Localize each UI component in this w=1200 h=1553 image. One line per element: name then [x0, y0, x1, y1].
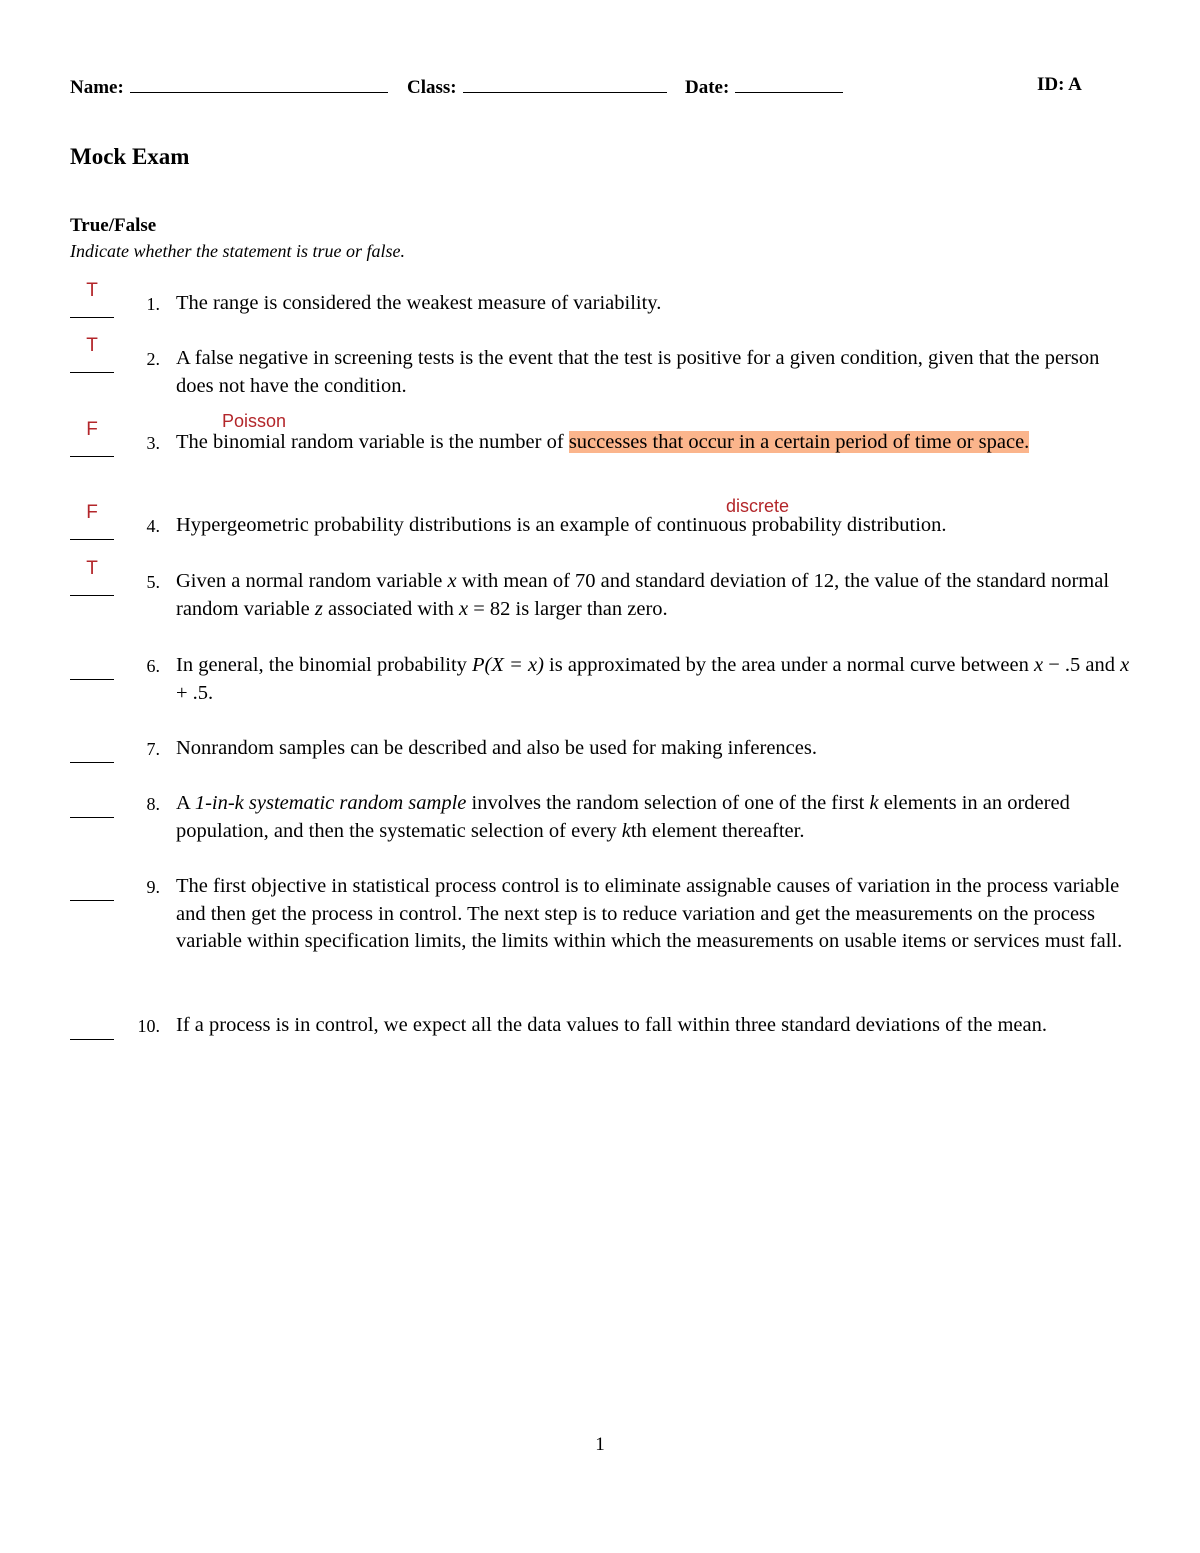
question-number: 3.	[146, 433, 160, 453]
question-number: 10.	[137, 1016, 160, 1036]
date-label: Date:	[685, 77, 730, 98]
handwritten-answer: F	[86, 419, 98, 440]
question-text: If a process is in control, we expect all the data values to fall within three standard deviations of the mean.	[176, 1014, 1047, 1036]
question-number: 8.	[146, 794, 160, 814]
handwritten-answer: T	[86, 558, 98, 579]
question-text-part: In general, the binomial probability	[176, 654, 473, 676]
section-instructions: Indicate whether the statement is true or false.	[70, 241, 405, 261]
question-text-part: associated with	[322, 597, 459, 620]
date-field[interactable]	[685, 74, 843, 99]
question-number: 4.	[146, 516, 160, 536]
question-text-part: elements in an ordered population, and then the systematic selection of every	[176, 792, 1070, 842]
section-title: True/False	[70, 215, 157, 236]
exam-header	[70, 74, 1100, 100]
answer-blank[interactable]	[70, 881, 114, 901]
class-field[interactable]	[407, 74, 667, 99]
page-number: 1	[595, 1434, 605, 1455]
question-number: 7.	[146, 739, 160, 759]
handwritten-answer: T	[86, 335, 98, 356]
question-number: 2.	[146, 349, 160, 369]
question-number: 5.	[146, 572, 160, 592]
question-text-part: The binomial random variable is the number of	[176, 431, 569, 453]
handwritten-answer: T	[86, 280, 98, 301]
correction-annotation: Poisson	[222, 411, 287, 431]
handwritten-answer: F	[86, 502, 98, 523]
class-label: Class:	[407, 77, 457, 98]
question-text-part: Given a normal random variable	[176, 570, 448, 592]
question-text: Hypergeometric probability distributions is an example of continuous probability distribution.	[176, 514, 947, 536]
italic-term: 1-in-k systematic random sample	[194, 792, 467, 814]
question-text: Nonrandom samples can be described and also be used for making inferences.	[176, 737, 817, 759]
question-text	[176, 652, 1136, 707]
name-line	[130, 74, 388, 93]
variable-x: x	[447, 570, 457, 592]
variable-z: z	[314, 597, 323, 620]
question-text-part: A	[176, 792, 195, 814]
variable-x: x	[1120, 654, 1130, 676]
correction-annotation: discrete	[726, 496, 790, 516]
answer-blank[interactable]	[70, 660, 114, 680]
probability-formula: P(X = x)	[472, 654, 544, 676]
date-line	[735, 74, 843, 93]
question-text	[176, 568, 1136, 623]
question-text	[176, 429, 1136, 457]
page-title: Mock Exam	[70, 144, 190, 169]
question-text: A false negative in screening tests is the event that the test is positive for a given condition, given that the person does not have the condition.	[176, 347, 1100, 397]
answer-blank[interactable]	[70, 1020, 114, 1040]
question-text	[176, 790, 1136, 845]
variable-x: x	[1034, 654, 1044, 676]
question-number: 1.	[146, 294, 160, 314]
answer-blank[interactable]	[70, 743, 114, 763]
name-label: Name:	[70, 77, 124, 98]
class-line	[463, 74, 667, 93]
variable-x: x	[458, 597, 469, 620]
name-field[interactable]	[70, 74, 388, 99]
answer-blank[interactable]	[70, 798, 114, 818]
variable-k: k	[869, 792, 879, 814]
id-label: ID: A	[1037, 74, 1082, 95]
highlighted-text: successes that occur in a certain period of time or space.	[568, 431, 1030, 453]
question-number: 6.	[146, 656, 160, 676]
variable-k: k	[621, 819, 631, 842]
question-text-part: + .5.	[176, 681, 214, 704]
question-text-part: with mean of 70 and standard deviation of 12, the value of the standard normal random variable	[176, 570, 1110, 620]
question-text-part: = 82 is larger than zero.	[468, 597, 668, 620]
question-text-part: involves the random selection of one of the first	[466, 792, 870, 814]
question-number: 9.	[146, 877, 160, 897]
question-text-part: is approximated by the area under a normal curve between	[543, 654, 1035, 676]
question-text-part: th element thereafter.	[630, 819, 805, 842]
question-text: The range is considered the weakest measure of variability.	[176, 292, 662, 314]
question-text-part: − .5 and	[1043, 654, 1121, 676]
question-text: The first objective in statistical process control is to eliminate assignable causes of variation in the process variable and then get the process in control. The next step is to reduce variation and get the measurements on the process variable within specification limits, the limits within which the measurements on usable items or services must fall.	[176, 875, 1123, 952]
